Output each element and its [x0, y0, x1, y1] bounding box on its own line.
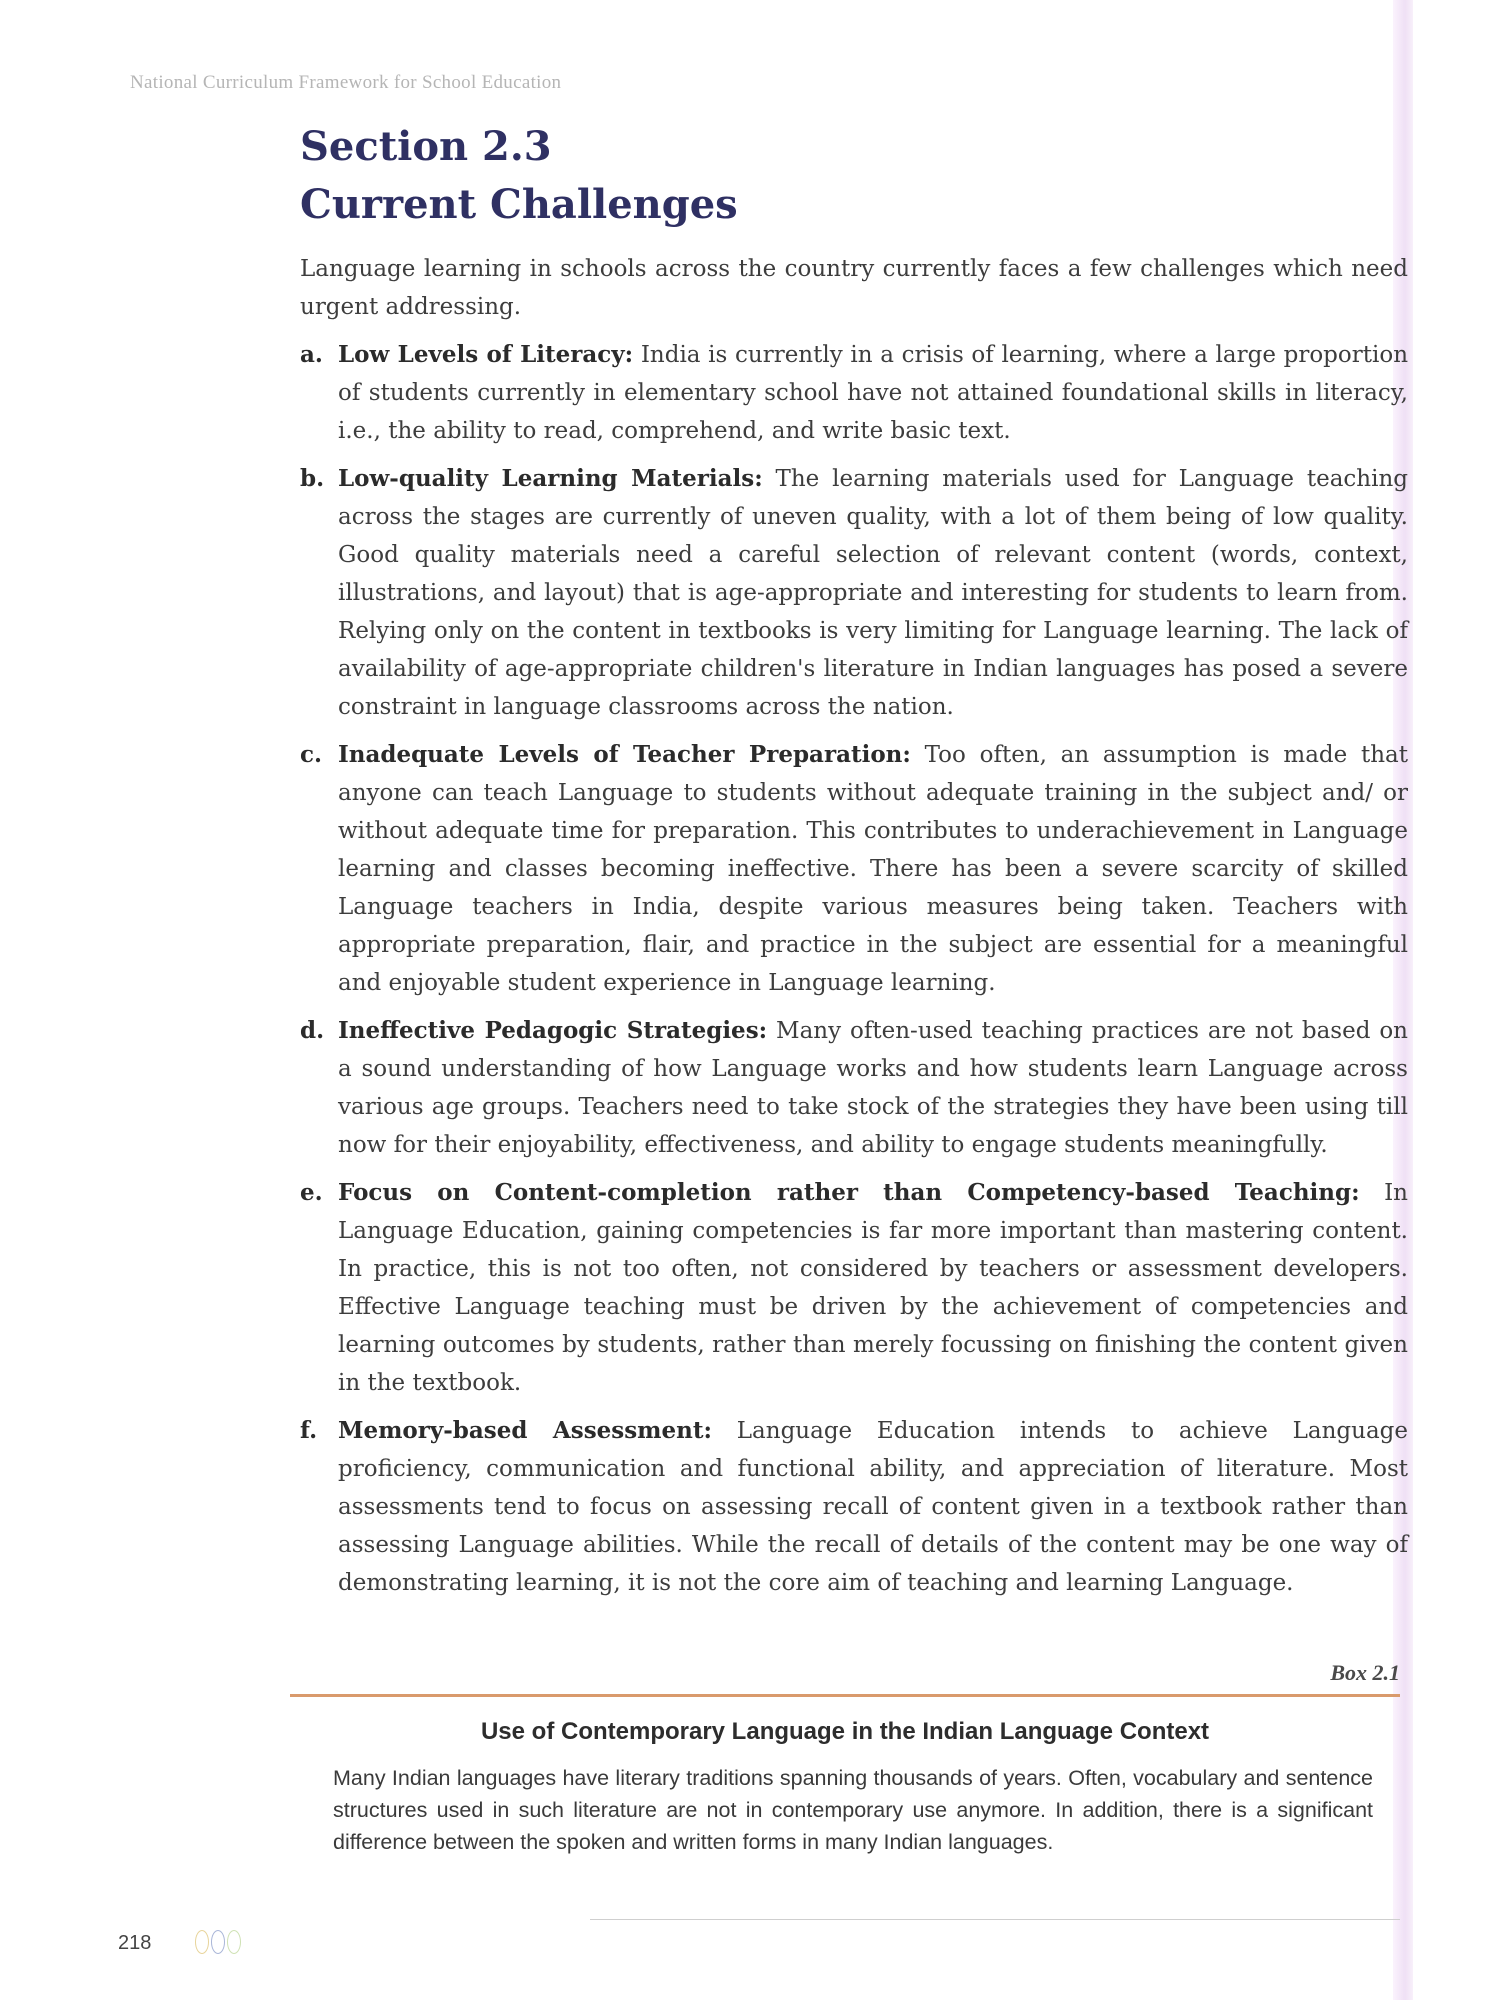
item-label: d. — [300, 1017, 325, 1044]
item-heading: Inadequate Levels of Teacher Preparation: — [338, 741, 911, 768]
section-heading — [300, 118, 738, 234]
page-number: 218 — [118, 1932, 152, 1954]
footer-divider — [590, 1919, 1400, 1920]
item-text — [338, 1412, 1408, 1602]
item-body: Language Education intends to achieve Language proficiency, communication and functional ability, and appreciation of literature. Most assessments tend to focus on assessing recall of content given in a textbook rather than assessing Language abilities. While the recall of details of the content may be one way of demonstrating learning, it is not the core aim of teaching and learning Language. — [338, 1418, 1408, 1596]
item-text — [338, 736, 1408, 1002]
box-divider — [290, 1694, 1400, 1697]
item-heading: Low-quality Learning Materials: — [338, 465, 763, 492]
item-heading: Low Levels of Literacy: — [338, 341, 634, 368]
item-body: The learning materials used for Language teaching across the stages are currently of uneven quality, with a lot of them being of low quality. Good quality materials need a careful selection of relevant content (words, context, illustrations, and layout) that is age-appropriate and interesting for students to learn from. Relying only on the content in textbooks is very limiting for Language learning. The lack of availability of age-appropriate children's literature in Indian languages has posed a severe constraint in language classrooms across the nation. — [338, 466, 1408, 720]
challenge-item — [300, 736, 1408, 1002]
item-text — [338, 1174, 1408, 1402]
item-label: b. — [300, 465, 325, 492]
item-body: In Language Education, gaining competencies is far more important than mastering content. In practice, this is not too often, not considered by teachers or assessment developers. Effective Language teaching must be driven by the achievement of competencies and learning outcomes by students, rather than merely focussing on finishing the content given in the textbook. — [338, 1180, 1408, 1396]
running-header: National Curriculum Framework for School Education — [130, 72, 562, 93]
item-text — [338, 336, 1408, 450]
item-heading: Focus on Content-completion rather than Competency-based Teaching: — [338, 1179, 1360, 1206]
item-text — [338, 460, 1408, 726]
item-body: Too often, an assumption is made that anyone can teach Language to students without adequate training in the subject and/ or without adequate time for preparation. This contributes to underachievement in Language learning and classes becoming ineffective. There has been a severe scarcity of skilled Language teachers in India, despite various measures being taken. Teachers with appropriate preparation, flair, and practice in the subject are essential for a meaningful and enjoyable student experience in Language learning. — [338, 742, 1408, 996]
challenge-item — [300, 336, 1408, 450]
box-title: Use of Contemporary Language in the Indian Language Context — [480, 1718, 1210, 1745]
ncf-logo-icon — [195, 1930, 241, 1954]
item-text — [338, 1012, 1408, 1164]
item-heading: Ineffective Pedagogic Strategies: — [338, 1017, 768, 1044]
challenge-list — [300, 336, 1408, 1602]
section-title: Current Challenges — [300, 181, 738, 228]
item-label: e. — [300, 1179, 323, 1206]
body-content — [300, 250, 1408, 1602]
item-label: f. — [300, 1417, 318, 1444]
item-label: a. — [300, 341, 323, 368]
item-heading: Memory-based Assessment: — [338, 1417, 712, 1444]
challenge-item — [300, 1012, 1408, 1164]
item-body: India is currently in a crisis of learning, where a large proportion of students currently in elementary school have not attained foundational skills in literacy, i.e., the ability to read, comprehend, and write basic text. — [338, 342, 1409, 444]
item-body: Many often-used teaching practices are not based on a sound understanding of how Language works and how students learn Language across various age groups. Teachers need to take stock of the strategies they have been using till now for their enjoyability, effectiveness, and ability to engage students meaningfully. — [338, 1018, 1408, 1158]
box-label: Box 2.1 — [1330, 1660, 1400, 1685]
section-number: Section 2.3 — [300, 123, 552, 170]
challenge-item — [300, 460, 1408, 726]
challenge-item — [300, 1174, 1408, 1402]
intro-paragraph: Language learning in schools across the country currently faces a few challenges which need urgent addressing. — [300, 256, 1408, 320]
challenge-item — [300, 1412, 1408, 1602]
item-label: c. — [300, 741, 323, 768]
box-text: Many Indian languages have literary traditions spanning thousands of years. Often, vocabulary and sentence structures used in such literature are not in contemporary use anymore. In addition, there is a significant difference between the spoken and written forms in many Indian languages. — [333, 1766, 1373, 1854]
